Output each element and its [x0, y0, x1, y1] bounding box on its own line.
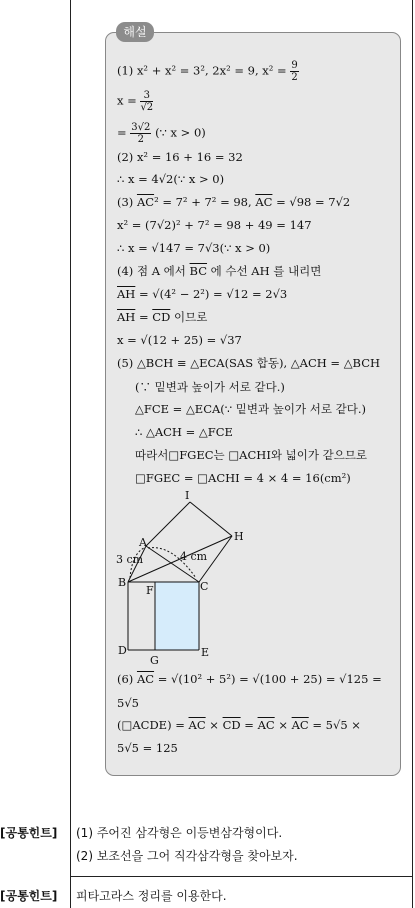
solution-line: x = $\frac{3}{√2}$ — [117, 90, 154, 113]
hint-text: (2) 보조선을 그어 직각삼각형을 찾아보자. — [76, 849, 298, 863]
solution-line: 따라서□FGEC는 □ACHI와 넓이가 같으므로 — [135, 448, 368, 462]
label-e: E — [201, 646, 210, 659]
label-i: I — [185, 489, 190, 502]
square-fgec-fill — [155, 582, 199, 650]
label-c: C — [200, 580, 209, 593]
solution-line: (6) $\overline{AC} = √(10^2 + 5^2) = √(100 + 25) = √125$ = — [117, 672, 382, 686]
solution-line: (□ACDE) = $\overline{AC} \times \overline{CD} = \overline{AC} \times \overline{AC} = 5√5$ × — [117, 718, 361, 732]
label-b: B — [118, 576, 127, 589]
solution-line: ∴ x = √147 = 7√3(∵ x > 0) — [117, 241, 271, 255]
left-border — [70, 0, 71, 908]
hint-text: (1) 주어진 삼각형은 이등변삼각형이다. — [76, 826, 283, 840]
solution-line: △FCE = △ECA(∵ 밑변과 높이가 서로 같다.) — [135, 402, 366, 416]
solution-line: 5√5 = 125 — [117, 741, 178, 755]
label-g: G — [150, 654, 159, 666]
label-a: A — [139, 536, 147, 549]
solution-line: $\overline{AH} = √(4^2 - 2^2) = √12 = 2√3$ — [117, 287, 288, 301]
hint-label: [공통힌트] — [0, 889, 58, 903]
solution-badge: 해설 — [116, 22, 154, 42]
label-4cm: 4 cm — [180, 550, 208, 563]
hint-divider — [70, 876, 413, 877]
square-figure — [110, 488, 260, 666]
solution-line: (∵ 밑변과 높이가 서로 같다.) — [135, 380, 285, 394]
solution-line: (5) △BCH ≡ △ECA(SAS 합동), △ACH = △BCH — [117, 356, 381, 370]
solution-line: ∴ x = 4√2(∵ x > 0) — [117, 172, 225, 186]
solution-line: (2) x² = 16 + 16 = 32 — [117, 150, 243, 164]
solution-line: = $\frac{3√2}{2}$ (∵ x > 0) — [117, 122, 206, 145]
right-border — [412, 0, 413, 908]
fraction: $\frac{3√2}{2}$ — [131, 122, 151, 145]
fraction: $\frac{9}{2}$ — [291, 60, 298, 83]
solution-line: x² = (7√2)² + 7² = 98 + 49 = 147 — [117, 218, 312, 232]
fraction: $\frac{3}{√2}$ — [140, 90, 154, 113]
label-d: D — [118, 644, 127, 657]
solution-line: x = √(12 + 25) = √37 — [117, 333, 242, 347]
edge-ai — [146, 502, 190, 546]
label-h: H — [234, 530, 244, 543]
edge-ih — [190, 502, 232, 536]
solution-line: (1) x² + x² = 3², 2x² = 9, x² = $\frac{9}{2}$ — [117, 60, 298, 83]
solution-line: (4) 점 A 에서 $\overline{BC}$ 에 수선 AH 를 내리면 — [117, 264, 322, 278]
solution-line: ∴ △ACH = △FCE — [135, 425, 233, 439]
label-3cm: 3 cm — [116, 553, 144, 566]
label-f: F — [146, 584, 154, 597]
solution-line: 5√5 — [117, 696, 139, 710]
solution-line: $\overline{AH} = \overline{CD}$ 이므로 — [117, 310, 208, 324]
hint-text: 피타고라스 정리를 이용한다. — [76, 889, 227, 903]
solution-line: □FGEC = □ACHI = 4 × 4 = 16(cm²) — [135, 471, 351, 485]
hint-label: [공통힌트] — [0, 826, 58, 840]
solution-line: (3) $\overline{AC}^2 = 7^2 + 7^2 = 98$, $\overline{AC} = √98 = 7√2$ — [117, 195, 351, 209]
